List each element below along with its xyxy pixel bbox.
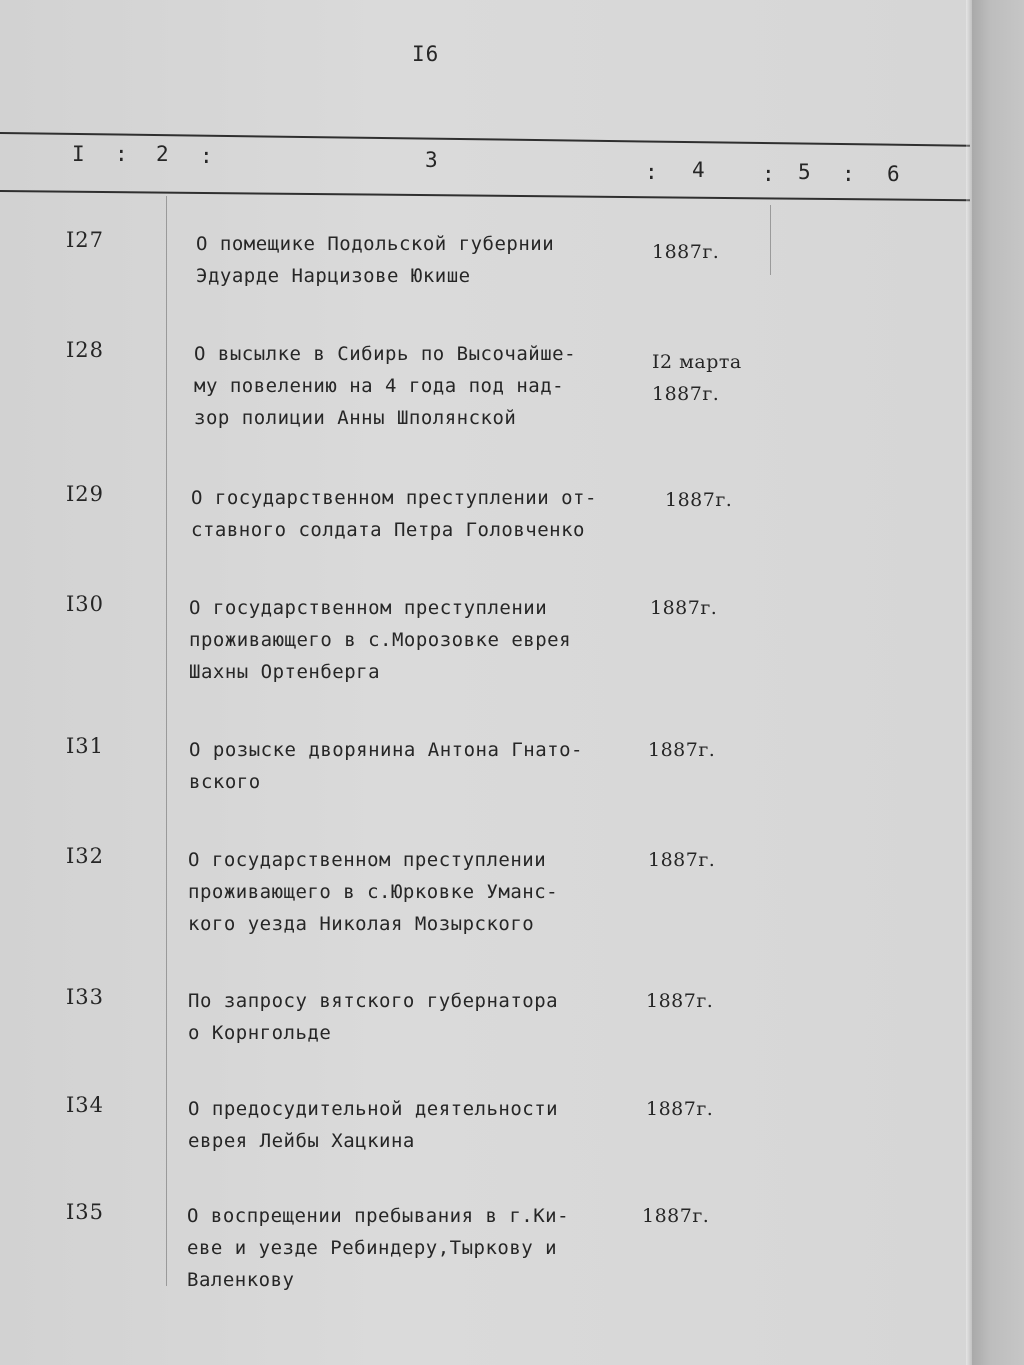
header-bottom-rule: [0, 190, 970, 201]
description-line: кого уезда Николая Мозырского: [188, 913, 535, 935]
column-separator: :: [200, 144, 213, 168]
entry-date: [650, 592, 717, 624]
entry-description: [191, 482, 646, 546]
description-line: Шахны Ортенберга: [189, 661, 381, 683]
date-line: I2 марта: [652, 351, 742, 373]
description-line: ставного солдата Петра Головченко: [191, 519, 585, 541]
entry-description: [189, 734, 644, 798]
entry-number: I35: [66, 1200, 105, 1224]
date-line: 1887г.: [665, 489, 733, 511]
description-line: проживающего в с.Юрковке Умaнс-: [188, 881, 559, 903]
description-line: еврея Лейбы Хацкина: [188, 1130, 415, 1152]
entry-date: [648, 734, 715, 766]
entry-date: [648, 844, 715, 876]
date-line: 1887г.: [646, 990, 714, 1012]
description-line: О розыске дворянина Антона Гнато-: [189, 739, 583, 761]
date-line: 1887г.: [650, 597, 718, 619]
description-line: О воспрещении пребывания в г.Ки-: [187, 1205, 570, 1227]
column-number-2: 2: [156, 142, 169, 166]
entry-number: I28: [66, 338, 105, 362]
column-number-4: 4: [692, 158, 705, 182]
date-line: 1887г.: [652, 383, 720, 405]
description-line: О государственном преступлении: [188, 849, 547, 871]
column-separator: :: [645, 160, 658, 184]
column-header-row: [0, 140, 970, 190]
entry-date: [652, 236, 719, 268]
entry-number: I32: [66, 844, 105, 868]
description-line: О государственном преступлении: [189, 597, 548, 619]
description-line: О предосудительной деятельности: [188, 1098, 559, 1120]
entry-number: I31: [66, 734, 105, 758]
column-divider: [770, 205, 771, 275]
entry-number: I27: [66, 228, 105, 252]
date-line: 1887г.: [648, 849, 716, 871]
entry-number: I29: [66, 482, 105, 506]
column-separator: :: [842, 162, 855, 186]
column-number-5: 5: [798, 160, 811, 184]
description-line: проживающего в с.Морозовке еврея: [189, 629, 572, 651]
column-number-3: 3: [425, 148, 438, 172]
description-line: вского: [189, 771, 261, 793]
date-line: 1887г.: [648, 739, 716, 761]
description-line: О высылке в Сибирь по Высочайше-: [194, 343, 577, 365]
entry-description: [188, 1093, 643, 1157]
date-line: 1887г.: [652, 241, 720, 263]
entry-description: [188, 985, 643, 1049]
column-divider: [166, 196, 167, 1286]
entry-date: [646, 985, 713, 1017]
entry-number: I34: [66, 1093, 105, 1117]
description-line: Эдуарде Нарцизове Юкише: [196, 265, 471, 287]
description-line: О помещике Подольской губернии: [196, 233, 555, 255]
description-line: о Корнгольде: [188, 1022, 332, 1044]
description-line: О государственном преступлении от-: [191, 487, 597, 509]
column-separator: :: [762, 162, 775, 186]
description-line: зор полиции Анны Шполянской: [194, 407, 517, 429]
entry-description: [188, 844, 643, 940]
description-line: му повелению на 4 года под над-: [194, 375, 565, 397]
column-number-1: I: [72, 142, 85, 166]
description-line: По запросу вятского губернатора: [188, 990, 559, 1012]
underlying-page: [972, 0, 1024, 1365]
entry-date: [642, 1200, 709, 1232]
entry-date: [652, 346, 742, 410]
column-separator: :: [115, 142, 128, 166]
entry-date: [665, 484, 732, 516]
entry-description: [189, 592, 644, 688]
description-line: еве и уезде Ребиндеру,Тыркову и: [187, 1237, 558, 1259]
column-number-6: 6: [887, 162, 900, 186]
entry-date: [646, 1093, 713, 1125]
page-number: I6: [412, 42, 440, 66]
entry-number: I30: [66, 592, 105, 616]
description-line: Валенкову: [187, 1269, 295, 1291]
date-line: 1887г.: [642, 1205, 710, 1227]
entry-description: [196, 228, 651, 292]
entry-description: [194, 338, 649, 434]
date-line: 1887г.: [646, 1098, 714, 1120]
entry-number: I33: [66, 985, 105, 1009]
entry-description: [187, 1200, 642, 1296]
